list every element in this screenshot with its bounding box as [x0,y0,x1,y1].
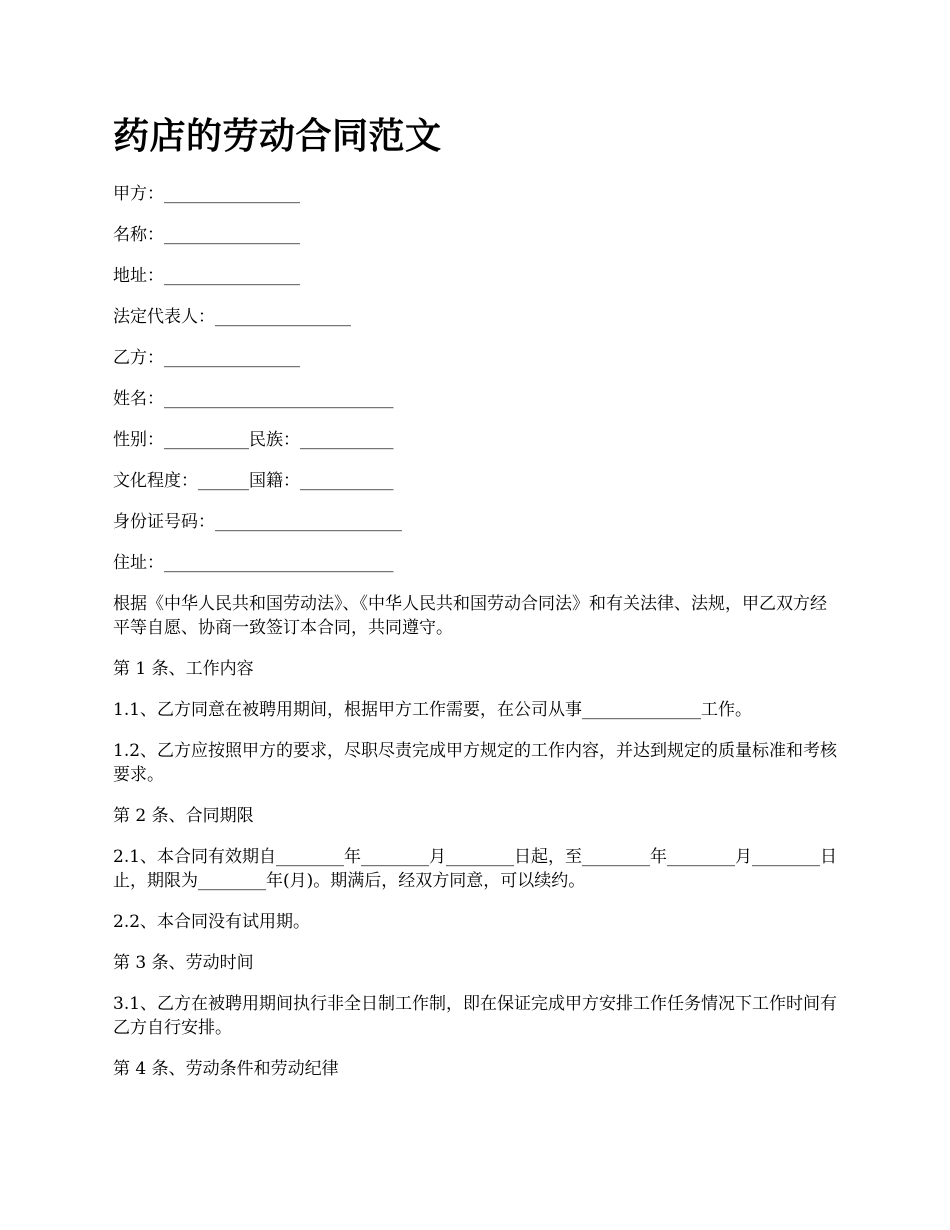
contract-body [113,592,843,1081]
party-info-fields [113,182,843,575]
article-2-heading: 第 2 条、合同期限 [113,806,254,826]
education-nationality-field: 文化程度：______国籍：___________ [113,471,394,491]
clause-1-1: 1.1、乙方同意在被聘用期间，根据甲方工作需要，在公司从事______________工作。 [113,700,753,720]
article-4-heading: 第 4 条、劳动条件和劳动纪律 [113,1059,339,1079]
article-1-heading: 第 1 条、工作内容 [113,659,254,679]
party-a-field: 甲方：________________ [113,184,300,204]
document-page [113,112,843,1098]
residence-field: 住址：___________________________ [113,553,394,573]
party-b-field: 乙方：________________ [113,348,300,368]
clause-3-1: 3.1、乙方在被聘用期间执行非全日制工作制，即在保证完成甲方安排工作任务情况下工作时间有乙方自行安排。 [113,994,838,1038]
document-title: 药店的劳动合同范文 [113,115,442,157]
name-field: 名称：________________ [113,225,300,245]
legal-representative-field: 法定代表人：________________ [113,307,351,327]
gender-ethnicity-field: 性别：__________民族：___________ [113,430,394,450]
clause-2-2: 2.2、本合同没有试用期。 [113,912,311,932]
article-3-heading: 第 3 条、劳动时间 [113,953,254,973]
intro-paragraph: 根据《中华人民共和国劳动法》、《中华人民共和国劳动合同法》和有关法律、法规，甲乙双方经平等自愿、协商一致签订本合同，共同遵守。 [113,594,827,638]
clause-1-2: 1.2、乙方应按照甲方的要求，尽职尽责完成甲方规定的工作内容，并达到规定的质量标准和考核要求。 [113,741,838,785]
personal-name-field: 姓名：___________________________ [113,389,394,409]
clause-2-1: 2.1、本合同有效期自________年________月________日起，至________年________月________日止，期限为________年(月)。期满后，经双方同意，可以续约。 [113,847,838,891]
address-field: 地址：________________ [113,266,300,286]
id-number-field: 身份证号码：______________________ [113,512,402,532]
